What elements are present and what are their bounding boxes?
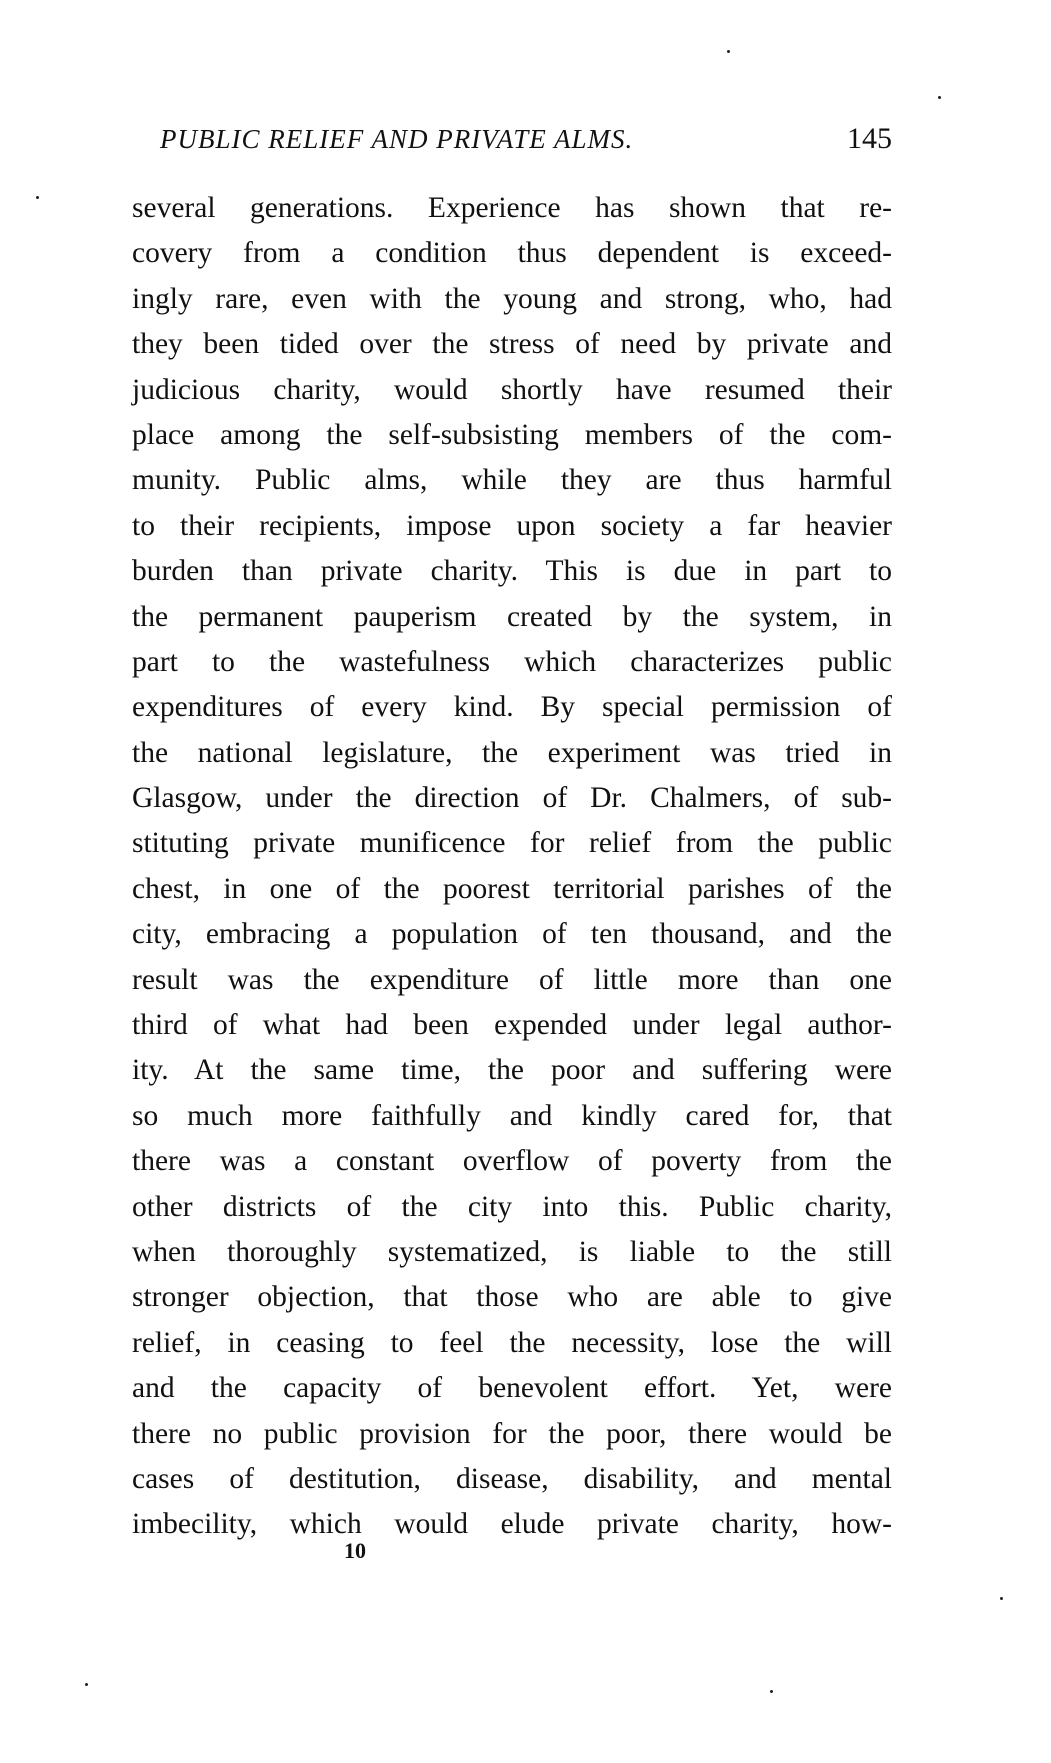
text-line: there was a constant overflow of poverty from the: [132, 1145, 892, 1178]
text-line: cases of destitution, disease, disability, and mental: [132, 1462, 892, 1495]
text-line: the permanent pauperism created by the system, in: [132, 600, 892, 633]
text-line: other districts of the city into this. Public charity,: [132, 1190, 892, 1223]
scan-speck: [938, 96, 941, 99]
text-line: part to the wastefulness which characterizes public: [132, 645, 892, 678]
text-line: Glasgow, under the direction of Dr. Chalmers, of sub-: [132, 782, 892, 815]
text-line: relief, in ceasing to feel the necessity, lose the will: [132, 1326, 892, 1359]
text-line: the national legislature, the experiment was tried in: [132, 736, 892, 769]
text-line: stituting private munificence for relief from the public: [132, 827, 892, 860]
text-line: to their recipients, impose upon society a far heavier: [132, 509, 892, 542]
text-line: when thoroughly systematized, is liable to the still: [132, 1235, 892, 1268]
text-line: city, embracing a population of ten thousand, and the: [132, 918, 892, 951]
scan-speck: [770, 1690, 773, 1693]
body-text: [132, 186, 892, 1548]
text-line: there no public provision for the poor, there would be: [132, 1417, 892, 1450]
text-line: ingly rare, even with the young and strong, who, had: [132, 282, 892, 315]
text-line: chest, in one of the poorest territorial parishes of the: [132, 872, 892, 905]
text-line: covery from a condition thus dependent is exceed-: [132, 237, 892, 270]
text-line: munity. Public alms, while they are thus harmful: [132, 464, 892, 497]
text-line: third of what had been expended under legal author-: [132, 1009, 892, 1042]
text-line: result was the expenditure of little more than one: [132, 963, 892, 996]
text-line: judicious charity, would shortly have resumed their: [132, 373, 892, 406]
signature-mark: 10: [344, 1538, 366, 1563]
scan-speck: [1000, 1597, 1003, 1600]
running-header: [160, 124, 892, 164]
scan-speck: [36, 196, 39, 199]
text-line: expenditures of every kind. By special permission of: [132, 691, 892, 724]
text-line: so much more faithfully and kindly cared for, that: [132, 1099, 892, 1132]
text-line: ity. At the same time, the poor and suffering were: [132, 1054, 892, 1087]
running-title: PUBLIC RELIEF AND PRIVATE ALMS.: [160, 124, 634, 154]
text-line: imbecility, which would elude private charity, how-: [132, 1508, 892, 1541]
page-number: 145: [847, 122, 892, 155]
text-line: they been tided over the stress of need by private and: [132, 328, 892, 361]
scan-speck: [727, 50, 730, 53]
text-line: and the capacity of benevolent effort. Yet, were: [132, 1372, 892, 1405]
text-line: place among the self-subsisting members of the com-: [132, 418, 892, 451]
scan-speck: [85, 1683, 88, 1686]
text-line: burden than private charity. This is due in part to: [132, 555, 892, 588]
text-line: stronger objection, that those who are able to give: [132, 1281, 892, 1314]
text-line: several generations. Experience has shown that re-: [132, 192, 892, 224]
